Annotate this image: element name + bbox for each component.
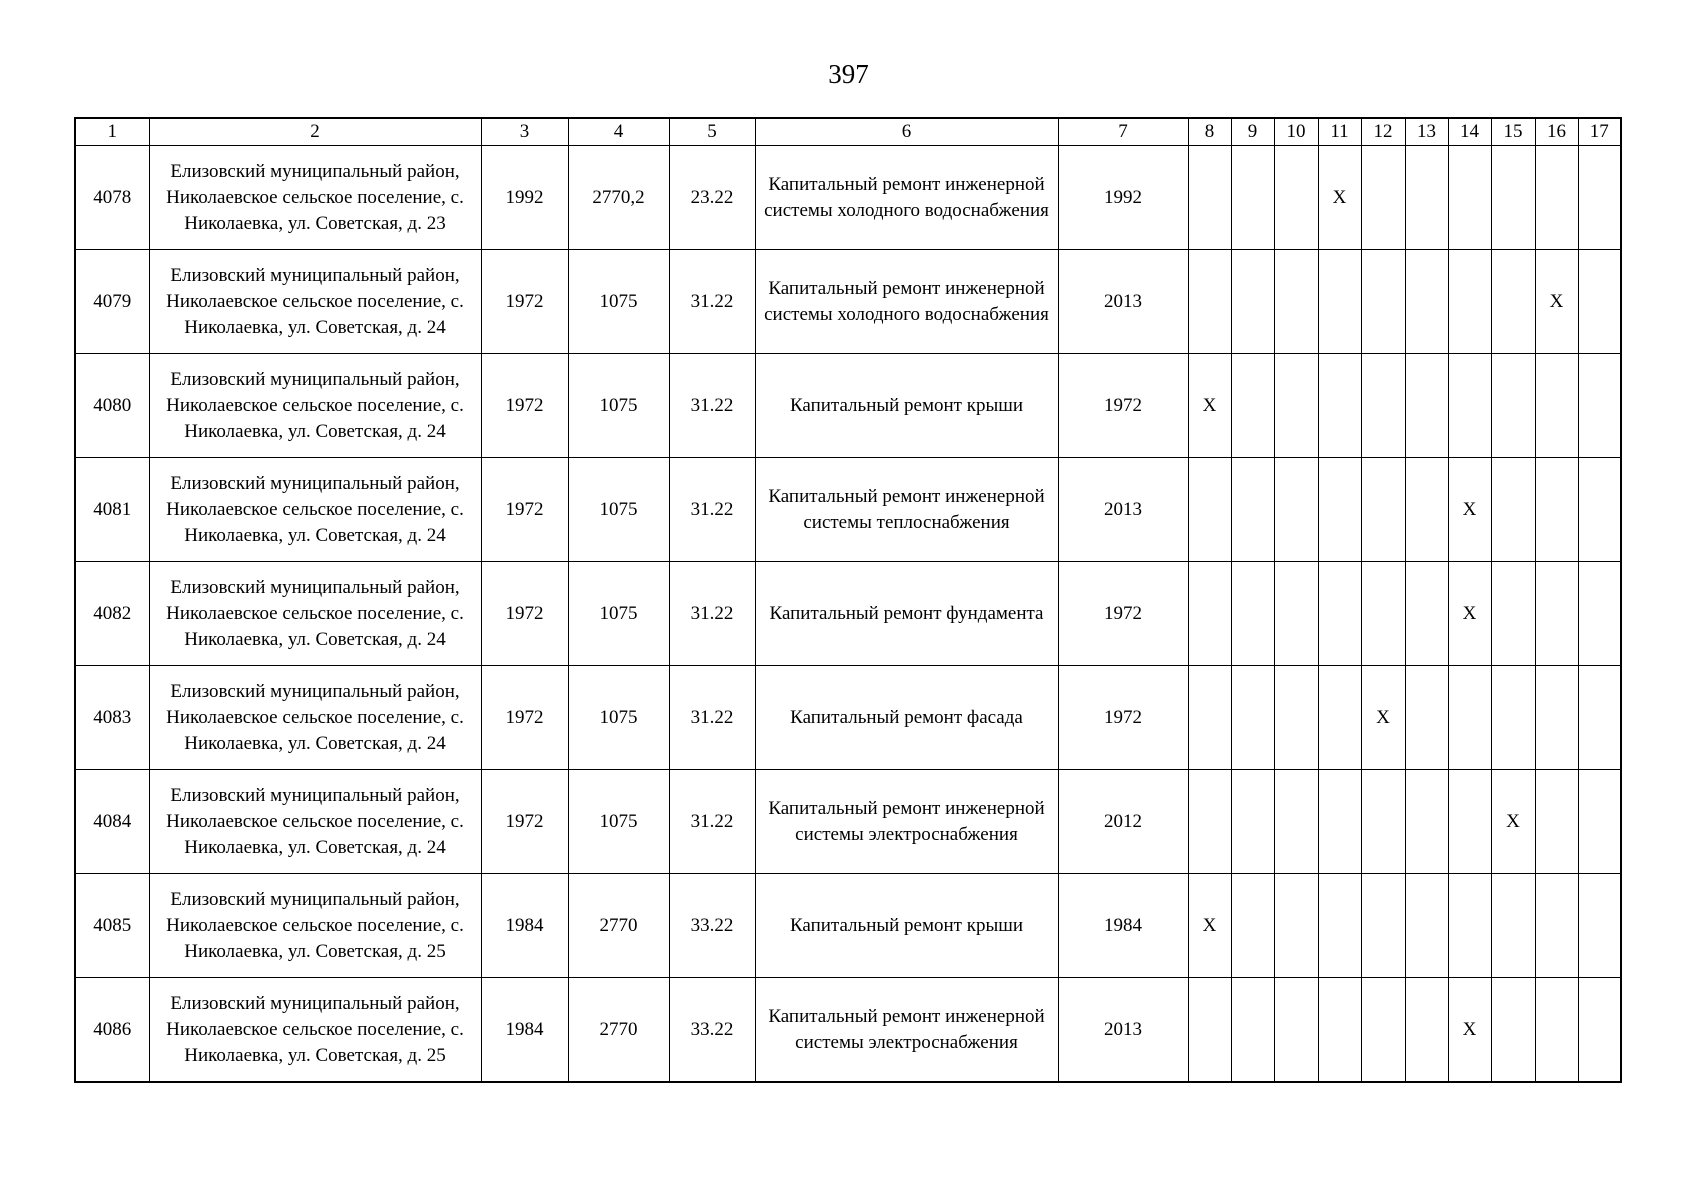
area-cell: 2770 [568, 874, 669, 978]
column-header-2: 2 [149, 118, 481, 146]
mark-cell-col-10 [1274, 978, 1318, 1083]
work-type-cell: Капитальный ремонт инженерной системы холодного водоснабжения [755, 250, 1058, 354]
address-cell: Елизовский муниципальный район, Николаевское сельское поселение, с. Николаевка, ул. Советская, д. 23 [149, 146, 481, 250]
mark-cell-col-17 [1578, 562, 1621, 666]
row-number: 4083 [75, 666, 149, 770]
work-type-cell: Капитальный ремонт фундамента [755, 562, 1058, 666]
column-header-11: 11 [1318, 118, 1361, 146]
mark-cell-col-11 [1318, 458, 1361, 562]
work-year-cell: 1972 [1058, 354, 1188, 458]
table-row [75, 666, 1621, 770]
mark-cell-col-9 [1231, 874, 1274, 978]
address-cell: Елизовский муниципальный район, Николаевское сельское поселение, с. Николаевка, ул. Советская, д. 24 [149, 250, 481, 354]
mark-cell-col-17 [1578, 978, 1621, 1083]
mark-cell-col-17 [1578, 146, 1621, 250]
mark-cell-col-12 [1361, 770, 1405, 874]
table-row [75, 978, 1621, 1083]
build-year-cell: 1972 [481, 354, 568, 458]
mark-cell-col-10 [1274, 354, 1318, 458]
work-type-cell: Капитальный ремонт крыши [755, 354, 1058, 458]
mark-cell-col-13 [1405, 666, 1448, 770]
work-year-cell: 2013 [1058, 458, 1188, 562]
mark-cell-col-8 [1188, 250, 1231, 354]
work-year-cell: 1972 [1058, 666, 1188, 770]
mark-cell-col-16 [1535, 354, 1578, 458]
work-year-cell: 2012 [1058, 770, 1188, 874]
mark-cell-col-13 [1405, 458, 1448, 562]
work-type-cell: Капитальный ремонт инженерной системы холодного водоснабжения [755, 146, 1058, 250]
mark-cell-col-16: X [1535, 250, 1578, 354]
area-cell: 1075 [568, 458, 669, 562]
mark-cell-col-13 [1405, 354, 1448, 458]
mark-cell-col-8 [1188, 666, 1231, 770]
row-number: 4081 [75, 458, 149, 562]
mark-cell-col-14 [1448, 354, 1491, 458]
mark-cell-col-17 [1578, 666, 1621, 770]
mark-cell-col-10 [1274, 874, 1318, 978]
area-cell: 2770 [568, 978, 669, 1083]
row-number: 4085 [75, 874, 149, 978]
mark-cell-col-16 [1535, 978, 1578, 1083]
area-cell: 1075 [568, 666, 669, 770]
mark-cell-col-15 [1491, 562, 1535, 666]
mark-cell-col-9 [1231, 978, 1274, 1083]
table-row [75, 770, 1621, 874]
column-header-3: 3 [481, 118, 568, 146]
area-cell: 2770,2 [568, 146, 669, 250]
mark-cell-col-15 [1491, 978, 1535, 1083]
mark-cell-col-15 [1491, 458, 1535, 562]
code-cell: 31.22 [669, 770, 755, 874]
code-cell: 33.22 [669, 978, 755, 1083]
build-year-cell: 1972 [481, 458, 568, 562]
mark-cell-col-11 [1318, 770, 1361, 874]
table-row [75, 146, 1621, 250]
mark-cell-col-13 [1405, 770, 1448, 874]
mark-cell-col-12 [1361, 562, 1405, 666]
mark-cell-col-9 [1231, 458, 1274, 562]
address-cell: Елизовский муниципальный район, Николаевское сельское поселение, с. Николаевка, ул. Советская, д. 24 [149, 354, 481, 458]
mark-cell-col-16 [1535, 666, 1578, 770]
mark-cell-col-16 [1535, 874, 1578, 978]
address-cell: Елизовский муниципальный район, Николаевское сельское поселение, с. Николаевка, ул. Советская, д. 24 [149, 666, 481, 770]
mark-cell-col-8 [1188, 458, 1231, 562]
column-header-9: 9 [1231, 118, 1274, 146]
mark-cell-col-9 [1231, 770, 1274, 874]
mark-cell-col-17 [1578, 770, 1621, 874]
build-year-cell: 1984 [481, 874, 568, 978]
table-row [75, 250, 1621, 354]
build-year-cell: 1992 [481, 146, 568, 250]
column-header-15: 15 [1491, 118, 1535, 146]
mark-cell-col-8: X [1188, 874, 1231, 978]
work-year-cell: 2013 [1058, 978, 1188, 1083]
address-cell: Елизовский муниципальный район, Николаевское сельское поселение, с. Николаевка, ул. Советская, д. 25 [149, 874, 481, 978]
area-cell: 1075 [568, 354, 669, 458]
mark-cell-col-12 [1361, 250, 1405, 354]
build-year-cell: 1972 [481, 666, 568, 770]
column-header-1: 1 [75, 118, 149, 146]
mark-cell-col-10 [1274, 770, 1318, 874]
work-type-cell: Капитальный ремонт инженерной системы электроснабжения [755, 978, 1058, 1083]
mark-cell-col-8 [1188, 146, 1231, 250]
code-cell: 33.22 [669, 874, 755, 978]
work-type-cell: Капитальный ремонт инженерной системы электроснабжения [755, 770, 1058, 874]
mark-cell-col-14 [1448, 146, 1491, 250]
mark-cell-col-9 [1231, 354, 1274, 458]
column-header-8: 8 [1188, 118, 1231, 146]
mark-cell-col-11 [1318, 978, 1361, 1083]
mark-cell-col-10 [1274, 250, 1318, 354]
mark-cell-col-15 [1491, 146, 1535, 250]
mark-cell-col-17 [1578, 458, 1621, 562]
mark-cell-col-8 [1188, 978, 1231, 1083]
mark-cell-col-8 [1188, 562, 1231, 666]
mark-cell-col-14 [1448, 666, 1491, 770]
mark-cell-col-10 [1274, 146, 1318, 250]
mark-cell-col-16 [1535, 458, 1578, 562]
mark-cell-col-14 [1448, 874, 1491, 978]
work-year-cell: 1984 [1058, 874, 1188, 978]
mark-cell-col-14: X [1448, 458, 1491, 562]
mark-cell-col-14 [1448, 250, 1491, 354]
row-number: 4086 [75, 978, 149, 1083]
column-header-5: 5 [669, 118, 755, 146]
work-type-cell: Капитальный ремонт инженерной системы теплоснабжения [755, 458, 1058, 562]
table-row [75, 874, 1621, 978]
address-cell: Елизовский муниципальный район, Николаевское сельское поселение, с. Николаевка, ул. Советская, д. 24 [149, 562, 481, 666]
build-year-cell: 1972 [481, 562, 568, 666]
mark-cell-col-12: X [1361, 666, 1405, 770]
column-header-14: 14 [1448, 118, 1491, 146]
mark-cell-col-11 [1318, 354, 1361, 458]
mark-cell-col-11 [1318, 562, 1361, 666]
code-cell: 31.22 [669, 250, 755, 354]
table-body [75, 146, 1621, 1083]
column-header-12: 12 [1361, 118, 1405, 146]
mark-cell-col-10 [1274, 562, 1318, 666]
mark-cell-col-13 [1405, 562, 1448, 666]
row-number: 4079 [75, 250, 149, 354]
column-header-6: 6 [755, 118, 1058, 146]
mark-cell-col-11 [1318, 666, 1361, 770]
column-header-16: 16 [1535, 118, 1578, 146]
code-cell: 31.22 [669, 354, 755, 458]
column-number-row [75, 118, 1621, 146]
mark-cell-col-15 [1491, 354, 1535, 458]
page-number: 397 [828, 59, 869, 89]
mark-cell-col-14: X [1448, 978, 1491, 1083]
mark-cell-col-8: X [1188, 354, 1231, 458]
mark-cell-col-17 [1578, 874, 1621, 978]
table-row [75, 562, 1621, 666]
mark-cell-col-13 [1405, 978, 1448, 1083]
mark-cell-col-15 [1491, 250, 1535, 354]
mark-cell-col-12 [1361, 354, 1405, 458]
build-year-cell: 1972 [481, 250, 568, 354]
mark-cell-col-16 [1535, 146, 1578, 250]
row-number: 4082 [75, 562, 149, 666]
row-number: 4078 [75, 146, 149, 250]
work-year-cell: 1972 [1058, 562, 1188, 666]
mark-cell-col-8 [1188, 770, 1231, 874]
table-row [75, 354, 1621, 458]
row-number: 4080 [75, 354, 149, 458]
table-row [75, 458, 1621, 562]
column-header-7: 7 [1058, 118, 1188, 146]
address-cell: Елизовский муниципальный район, Николаевское сельское поселение, с. Николаевка, ул. Советская, д. 25 [149, 978, 481, 1083]
mark-cell-col-13 [1405, 250, 1448, 354]
mark-cell-col-13 [1405, 874, 1448, 978]
address-cell: Елизовский муниципальный район, Николаевское сельское поселение, с. Николаевка, ул. Советская, д. 24 [149, 770, 481, 874]
mark-cell-col-16 [1535, 562, 1578, 666]
work-type-cell: Капитальный ремонт крыши [755, 874, 1058, 978]
mark-cell-col-16 [1535, 770, 1578, 874]
work-year-cell: 1992 [1058, 146, 1188, 250]
column-header-4: 4 [568, 118, 669, 146]
area-cell: 1075 [568, 770, 669, 874]
column-header-13: 13 [1405, 118, 1448, 146]
mark-cell-col-14 [1448, 770, 1491, 874]
mark-cell-col-9 [1231, 250, 1274, 354]
mark-cell-col-11: X [1318, 146, 1361, 250]
mark-cell-col-9 [1231, 146, 1274, 250]
mark-cell-col-15 [1491, 874, 1535, 978]
work-type-cell: Капитальный ремонт фасада [755, 666, 1058, 770]
mark-cell-col-9 [1231, 562, 1274, 666]
mark-cell-col-12 [1361, 978, 1405, 1083]
mark-cell-col-12 [1361, 146, 1405, 250]
mark-cell-col-12 [1361, 874, 1405, 978]
area-cell: 1075 [568, 250, 669, 354]
work-year-cell: 2013 [1058, 250, 1188, 354]
mark-cell-col-15: X [1491, 770, 1535, 874]
mark-cell-col-11 [1318, 874, 1361, 978]
code-cell: 31.22 [669, 562, 755, 666]
mark-cell-col-14: X [1448, 562, 1491, 666]
repair-schedule-table [74, 117, 1622, 1083]
code-cell: 31.22 [669, 666, 755, 770]
code-cell: 23.22 [669, 146, 755, 250]
area-cell: 1075 [568, 562, 669, 666]
mark-cell-col-17 [1578, 250, 1621, 354]
mark-cell-col-12 [1361, 458, 1405, 562]
mark-cell-col-9 [1231, 666, 1274, 770]
address-cell: Елизовский муниципальный район, Николаевское сельское поселение, с. Николаевка, ул. Советская, д. 24 [149, 458, 481, 562]
mark-cell-col-13 [1405, 146, 1448, 250]
mark-cell-col-15 [1491, 666, 1535, 770]
row-number: 4084 [75, 770, 149, 874]
mark-cell-col-11 [1318, 250, 1361, 354]
column-header-17: 17 [1578, 118, 1621, 146]
mark-cell-col-17 [1578, 354, 1621, 458]
mark-cell-col-10 [1274, 458, 1318, 562]
build-year-cell: 1972 [481, 770, 568, 874]
column-header-10: 10 [1274, 118, 1318, 146]
code-cell: 31.22 [669, 458, 755, 562]
build-year-cell: 1984 [481, 978, 568, 1083]
mark-cell-col-10 [1274, 666, 1318, 770]
